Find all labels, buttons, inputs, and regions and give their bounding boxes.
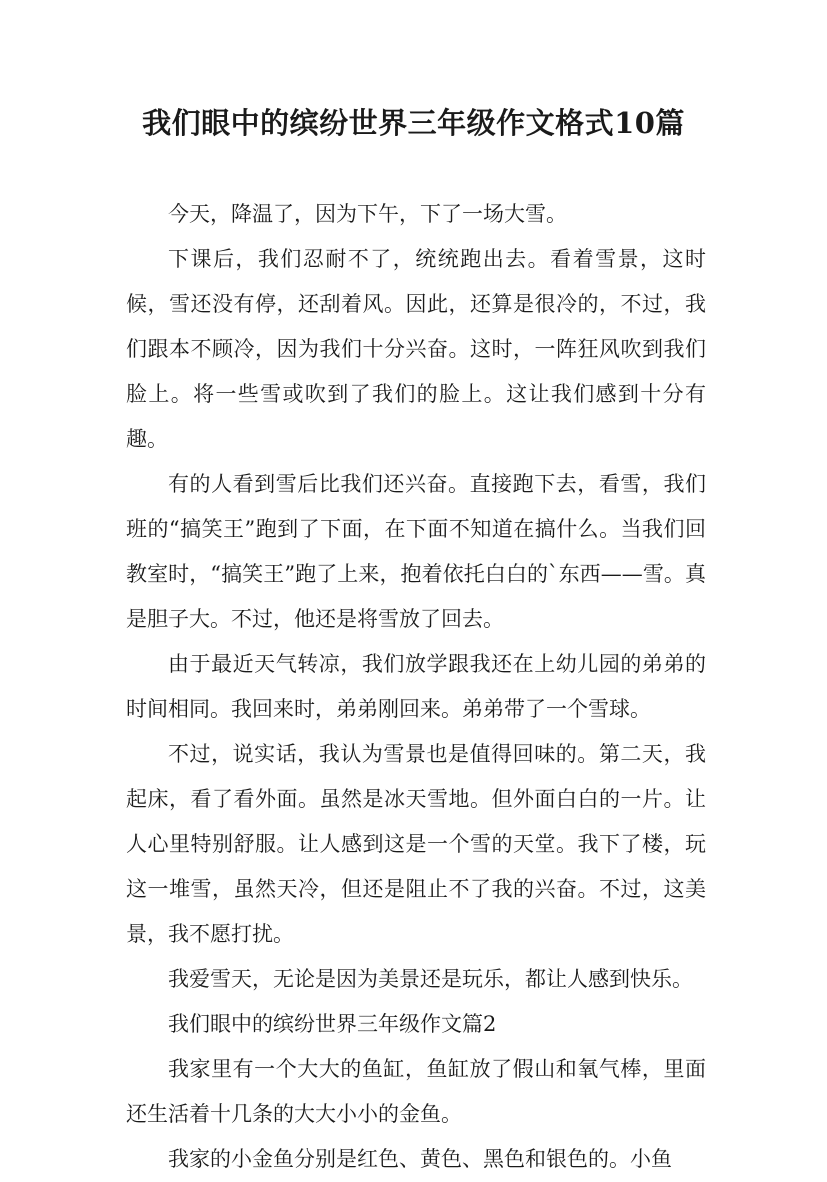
paragraph-1: 今天，降温了，因为下午，下了一场大雪。	[168, 202, 567, 226]
paragraph-3: 有的人看到雪后比我们还兴奋。直接跑下去，看雪，我们班的“搞笑王”跑到了下面，在下面不知道在搞什么。当我们回教室时，“搞笑王”跑了上来，抱着依托白白的`东西——雪。真是胆子大。不过，他还是将雪放了回去。	[126, 472, 706, 631]
document-title: 我们眼中的缤纷世界三年级作文格式10篇	[142, 106, 685, 140]
paragraph-6: 我爱雪天，无论是因为美景还是玩乐，都让人感到快乐。	[168, 967, 693, 991]
paragraph-4: 由于最近天气转凉，我们放学跟我还在上幼儿园的弟弟的时间相同。我回来时，弟弟刚回来。弟弟带了一个雪球。	[126, 652, 706, 721]
paragraph-5: 不过，说实话，我认为雪景也是值得回味的。第二天，我起床，看了看外面。虽然是冰天雪地。但外面白白的一片。让人心里特别舒服。让人感到这是一个雪的天堂。我下了楼，玩这一堆雪，虽然天冷，但还是阻止不了我的兴奋。不过，这美景，我不愿打扰。	[126, 742, 706, 946]
section-heading-2: 我们眼中的缤纷世界三年级作文篇2	[168, 1012, 497, 1036]
document-body	[126, 192, 706, 1182]
paragraph-7: 我家里有一个大大的鱼缸，鱼缸放了假山和氧气棒，里面还生活着十几条的大大小小的金鱼。	[126, 1057, 706, 1126]
paragraph-2: 下课后，我们忍耐不了，统统跑出去。看着雪景，这时候，雪还没有停，还刮着风。因此，还算是很冷的，不过，我们跟本不顾冷，因为我们十分兴奋。这时，一阵狂风吹到我们脸上。将一些雪或吹到了我们的脸上。这让我们感到十分有趣。	[126, 247, 706, 451]
paragraph-8: 我家的小金鱼分别是红色、黄色、黑色和银色的。小鱼	[168, 1147, 672, 1171]
